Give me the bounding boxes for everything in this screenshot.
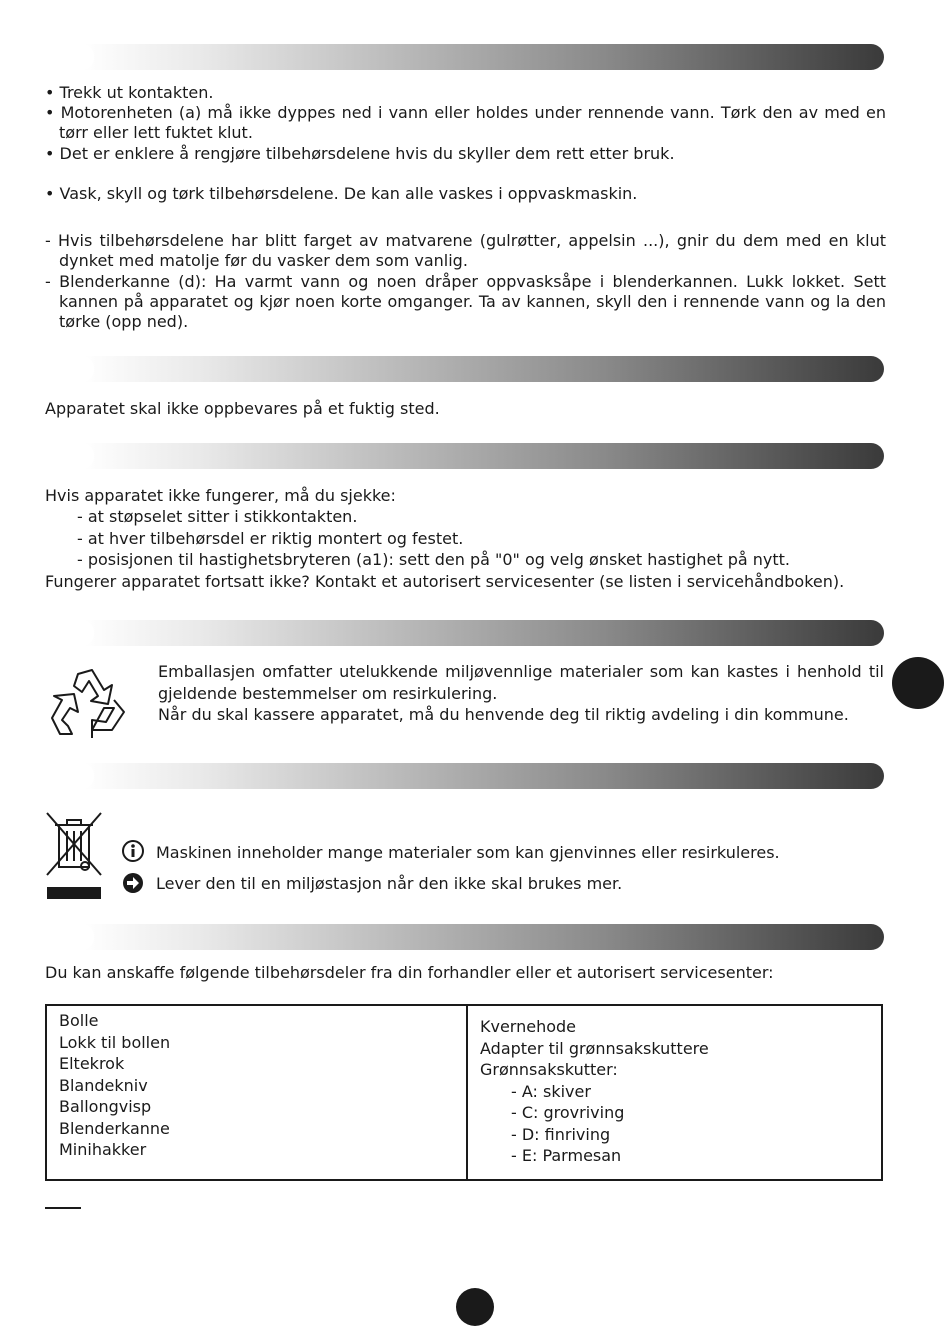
troubleshooting-check-plug: - at støpselet sitter i stikkontakten. (77, 507, 358, 526)
cleaning-bullet-unplug: • Trekk ut kontakten. (45, 83, 214, 102)
crossed-bin-icon (45, 811, 103, 901)
accessory-subitem: - D: finriving (511, 1124, 611, 1144)
tip2-line-2: kannen på apparatet og kjør noen korte omganger. Ta av kannen, skyll den i rennende vann og la den (59, 292, 886, 311)
troubleshooting-check-speed: - posisjonen til hastighetsbryteren (a1): sett den på "0" og velg ønsket hastighet på nytt. (77, 550, 790, 569)
accessory-subitem: - E: Parmesan (511, 1146, 622, 1165)
accessory-item: Kvernehode (480, 1017, 577, 1036)
accessory-item: Minihakker (59, 1140, 147, 1159)
cleaning-bullet-dishwasher: • Vask, skyll og tørk tilbehørsdelene. De kan alle vaskes i oppvaskmaskin. (45, 184, 638, 203)
section-bar-environment (82, 620, 884, 646)
page-number-marker (456, 1288, 494, 1326)
storage-text: Apparatet skal ikke oppbevares på et fuktig sted. (45, 399, 440, 418)
cleaning-bullet-rinse: • Det er enklere å rengjøre tilbehørsdelene hvis du skyller dem rett etter bruk. (45, 144, 675, 163)
accessories-left-column (46, 1005, 467, 1180)
section-bar-cleaning (82, 44, 884, 70)
weee-info-text: Maskinen inneholder mange materialer som kan gjenvinnes eller resirkuleres. (156, 843, 780, 862)
weee-action-text: Lever den til en miljøstasjon når den ikke skal brukes mer. (156, 874, 623, 893)
arrow-right-icon (121, 871, 145, 895)
info-icon (121, 839, 145, 863)
accessory-item: Ballongvisp (59, 1097, 152, 1116)
tip1-line-1: - Hvis tilbehørsdelene har blitt farget av matvarene (gulrøtter, appelsin ...), gnir du dem med en klut (45, 231, 886, 250)
motor-line-2: tørr eller lett fuktet klut. (59, 123, 253, 142)
packaging-line-1: Emballasjen omfatter utelukkende miljøvennlige materialer som kan kastes i henhold til (158, 662, 884, 681)
accessory-item: Lokk til bollen (59, 1032, 171, 1052)
accessories-right-column (467, 1005, 882, 1180)
troubleshooting-intro: Hvis apparatet ikke fungerer, må du sjekke: (45, 486, 396, 505)
accessories-table (45, 1004, 883, 1181)
accessory-item: Bolle (59, 1011, 99, 1030)
accessory-item: Adapter til grønnsakskuttere (480, 1038, 709, 1058)
tip2-line-3: tørke (opp ned). (59, 312, 189, 331)
disposal-text: Når du skal kassere apparatet, må du henvende deg til riktig avdeling i din kommune. (158, 705, 849, 724)
cleaning-motor-warning (45, 103, 886, 143)
section-bar-storage (82, 356, 884, 382)
tip1-line-2: dynket med matolje før du vasker dem som vanlig. (59, 251, 468, 270)
cleaning-tip-blender (45, 272, 886, 332)
accessory-item: Blenderkanne (59, 1118, 170, 1138)
packaging-line-2: gjeldende bestemmelser om resirkulering. (158, 684, 498, 703)
recycle-icon (48, 664, 128, 740)
accessory-subitem: - C: grovriving (511, 1103, 625, 1122)
accessory-item: Grønnsakskutter: (480, 1060, 618, 1079)
motor-line-1: • Motorenheten (a) må ikke dyppes ned i vann eller holdes under rennende vann. Tørk den av med en (45, 103, 886, 122)
troubleshooting-followup: Fungerer apparatet fortsatt ikke? Kontakt et autorisert servicesenter (se listen i servicehåndboken). (45, 572, 845, 591)
cleaning-tip-stains (45, 231, 886, 271)
tip2-line-1: - Blenderkanne (d): Ha varmt vann og noen dråper oppvasksåpe i blenderkannen. Lukk lokket. Sett (45, 272, 886, 291)
section-bar-troubleshooting (82, 443, 884, 469)
accessory-item: Eltekrok (59, 1054, 125, 1073)
section-bar-accessories (82, 924, 884, 950)
section-bar-weee (82, 763, 884, 789)
footnote-rule (45, 1207, 81, 1209)
troubleshooting-check-accessory: - at hver tilbehørsdel er riktig montert og festet. (77, 529, 464, 548)
accessory-item: Blandekniv (59, 1075, 148, 1095)
accessory-subitem: - A: skiver (511, 1081, 591, 1101)
page-tab-marker (892, 657, 944, 709)
accessories-intro: Du kan anskaffe følgende tilbehørsdeler fra din forhandler eller et autorisert servicesenter: (45, 963, 774, 982)
